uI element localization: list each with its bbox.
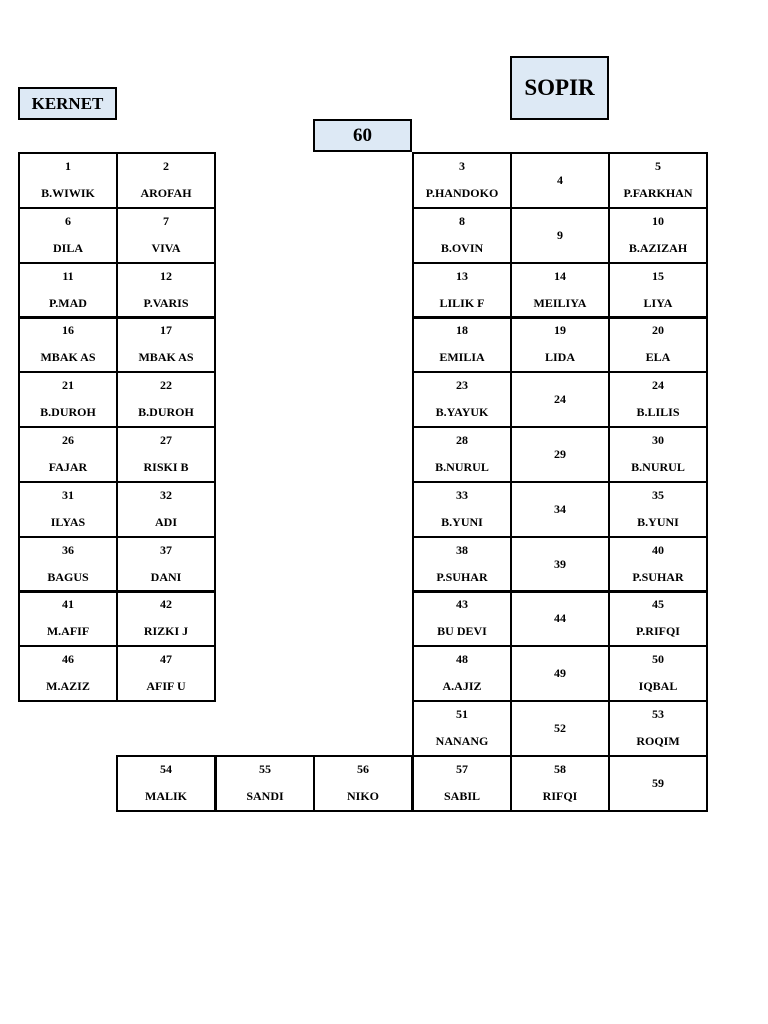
seat-32 [116, 481, 216, 538]
seat-passenger-name: IQBAL [638, 679, 678, 693]
seat-5 [608, 152, 708, 209]
seat-passenger-name: EMILIA [439, 350, 485, 364]
seat-passenger-name: RIZKI J [143, 624, 189, 638]
seat-4 [510, 152, 610, 209]
seat-number: 46 [62, 652, 74, 666]
seat-passenger-name: M.AZIZ [46, 679, 90, 693]
seat-40 [608, 536, 708, 593]
seat-number: 58 [554, 762, 566, 776]
seat-passenger-name: B.YUNI [637, 515, 679, 529]
seat-passenger-name: P.RIFQI [636, 624, 680, 638]
seat-passenger-name: B.AZIZAH [628, 241, 688, 255]
seat-passenger-name: B.DUROH [138, 405, 194, 419]
seat-number: 44 [554, 611, 566, 625]
seat-9 [510, 207, 610, 264]
seat-27 [116, 426, 216, 483]
seat-50 [608, 645, 708, 702]
seat-7 [116, 207, 216, 264]
seat-number: 53 [652, 707, 664, 721]
seat-39 [510, 536, 610, 593]
seat-11 [18, 262, 118, 319]
seat-58 [510, 755, 610, 812]
seat-passenger-name: AROFAH [140, 186, 192, 200]
seat-47 [116, 645, 216, 702]
seat-passenger-name: MBAK AS [40, 350, 96, 364]
seat-number: 12 [160, 269, 172, 283]
seat-52 [510, 700, 610, 757]
seat-56 [313, 755, 413, 812]
seat-number: 23 [456, 378, 468, 392]
seat-number: 27 [160, 433, 172, 447]
seat-number: 56 [357, 762, 369, 776]
seat-passenger-name: LIDA [544, 350, 575, 364]
seat-passenger-name: SANDI [246, 789, 284, 803]
seat-38 [412, 536, 512, 593]
seat-37 [116, 536, 216, 593]
seat-number: 32 [160, 488, 172, 502]
seat-18 [412, 316, 512, 373]
seat-passenger-name: ELA [645, 350, 671, 364]
seat-number: 3 [459, 159, 465, 173]
seat-49 [510, 645, 610, 702]
seat-number: 30 [652, 433, 664, 447]
seat-passenger-name: BU DEVI [437, 624, 487, 638]
kernet-label: KERNET [18, 87, 117, 120]
seat-8 [412, 207, 512, 264]
seat-19 [510, 316, 610, 373]
seat-number: 4 [557, 173, 563, 187]
seat-31 [18, 481, 118, 538]
seat-number: 55 [259, 762, 271, 776]
seat-number: 8 [459, 214, 465, 228]
seat-capacity-label: 60 [313, 119, 412, 152]
seat-45 [608, 590, 708, 647]
seat-number: 45 [652, 597, 664, 611]
seat-passenger-name: B.YAYUK [435, 405, 489, 419]
seat-21 [18, 371, 118, 428]
seat-number: 48 [456, 652, 468, 666]
seat-passenger-name: P.HANDOKO [425, 186, 499, 200]
seat-passenger-name: LILIK F [439, 296, 485, 310]
seat-number: 13 [456, 269, 468, 283]
seat-20 [608, 316, 708, 373]
seat-number: 39 [554, 557, 566, 571]
seat-55 [215, 755, 315, 812]
seat-passenger-name: B.WIWIK [41, 186, 95, 200]
seat-number: 50 [652, 652, 664, 666]
seat-15 [608, 262, 708, 319]
seat-43 [412, 590, 512, 647]
seat-number: 6 [65, 214, 71, 228]
seat-number: 21 [62, 378, 74, 392]
seat-number: 24 [652, 378, 664, 392]
seat-35 [608, 481, 708, 538]
seat-24 [608, 371, 708, 428]
seat-number: 42 [160, 597, 172, 611]
seat-22 [116, 371, 216, 428]
seat-passenger-name: NANANG [435, 734, 489, 748]
seat-passenger-name: P.FARKHAN [623, 186, 693, 200]
seat-passenger-name: B.NURUL [435, 460, 489, 474]
seat-53 [608, 700, 708, 757]
seat-42 [116, 590, 216, 647]
seat-passenger-name: VIVA [151, 241, 181, 255]
seat-46 [18, 645, 118, 702]
seat-12 [116, 262, 216, 319]
seat-59 [608, 755, 708, 812]
seat-33 [412, 481, 512, 538]
seat-number: 31 [62, 488, 74, 502]
seat-34 [510, 481, 610, 538]
seat-number: 5 [655, 159, 661, 173]
seat-passenger-name: BAGUS [47, 570, 89, 584]
seat-passenger-name: MEILIYA [533, 296, 587, 310]
seat-number: 49 [554, 666, 566, 680]
seat-number: 16 [62, 323, 74, 337]
seat-number: 7 [163, 214, 169, 228]
seat-passenger-name: FAJAR [48, 460, 88, 474]
seat-14 [510, 262, 610, 319]
seat-number: 14 [554, 269, 566, 283]
seat-51 [412, 700, 512, 757]
seat-number: 51 [456, 707, 468, 721]
seat-number: 37 [160, 543, 172, 557]
seat-passenger-name: ILYAS [50, 515, 86, 529]
seat-passenger-name: RIFQI [542, 789, 578, 803]
seat-number: 24 [554, 392, 566, 406]
seat-number: 9 [557, 228, 563, 242]
seat-13 [412, 262, 512, 319]
seat-passenger-name: B.OVIN [440, 241, 484, 255]
seat-passenger-name: P.VARIS [143, 296, 189, 310]
seat-passenger-name: DANI [150, 570, 182, 584]
seat-36 [18, 536, 118, 593]
seat-passenger-name: P.SUHAR [436, 570, 488, 584]
seat-23 [412, 371, 512, 428]
seat-2 [116, 152, 216, 209]
seat-passenger-name: NIKO [346, 789, 379, 803]
seat-passenger-name: MALIK [145, 789, 187, 803]
seat-number: 26 [62, 433, 74, 447]
seat-passenger-name: M.AFIF [46, 624, 90, 638]
seat-1 [18, 152, 118, 209]
seat-6 [18, 207, 118, 264]
seat-passenger-name: RISKI B [143, 460, 189, 474]
seat-passenger-name: B.DUROH [40, 405, 96, 419]
seat-number: 35 [652, 488, 664, 502]
seat-number: 11 [62, 269, 74, 283]
seat-16 [18, 316, 118, 373]
seat-passenger-name: ROQIM [636, 734, 680, 748]
seat-29 [510, 426, 610, 483]
sopir-label: SOPIR [510, 56, 609, 120]
seat-number: 34 [554, 502, 566, 516]
seat-number: 54 [160, 762, 172, 776]
seat-number: 59 [652, 776, 664, 790]
seat-30 [608, 426, 708, 483]
seat-passenger-name: A.AJIZ [442, 679, 482, 693]
seat-passenger-name: AFIF U [146, 679, 186, 693]
seat-26 [18, 426, 118, 483]
seat-number: 47 [160, 652, 172, 666]
seat-passenger-name: B.NURUL [631, 460, 685, 474]
seat-number: 40 [652, 543, 664, 557]
seat-number: 29 [554, 447, 566, 461]
seat-passenger-name: P.MAD [49, 296, 87, 310]
seat-number: 38 [456, 543, 468, 557]
seat-number: 43 [456, 597, 468, 611]
seat-28 [412, 426, 512, 483]
seat-number: 2 [163, 159, 169, 173]
seat-number: 28 [456, 433, 468, 447]
seat-number: 18 [456, 323, 468, 337]
seat-number: 33 [456, 488, 468, 502]
seat-44 [510, 590, 610, 647]
seat-number: 19 [554, 323, 566, 337]
seat-number: 52 [554, 721, 566, 735]
seat-3 [412, 152, 512, 209]
seat-57 [412, 755, 512, 812]
seat-passenger-name: P.SUHAR [632, 570, 684, 584]
seat-number: 17 [160, 323, 172, 337]
seat-17 [116, 316, 216, 373]
seat-passenger-name: MBAK AS [138, 350, 194, 364]
seat-number: 22 [160, 378, 172, 392]
seat-number: 36 [62, 543, 74, 557]
seat-passenger-name: SABIL [443, 789, 481, 803]
seat-41 [18, 590, 118, 647]
seat-number: 15 [652, 269, 664, 283]
seat-number: 20 [652, 323, 664, 337]
seat-number: 57 [456, 762, 468, 776]
seat-passenger-name: B.YUNI [441, 515, 483, 529]
seat-passenger-name: LIYA [643, 296, 673, 310]
seat-passenger-name: B.LILIS [636, 405, 680, 419]
seat-48 [412, 645, 512, 702]
seat-passenger-name: DILA [52, 241, 83, 255]
seat-24 [510, 371, 610, 428]
seat-number: 10 [652, 214, 664, 228]
seat-number: 41 [62, 597, 74, 611]
seat-passenger-name: ADI [154, 515, 177, 529]
seat-number: 1 [65, 159, 71, 173]
seat-10 [608, 207, 708, 264]
seat-54 [116, 755, 216, 812]
